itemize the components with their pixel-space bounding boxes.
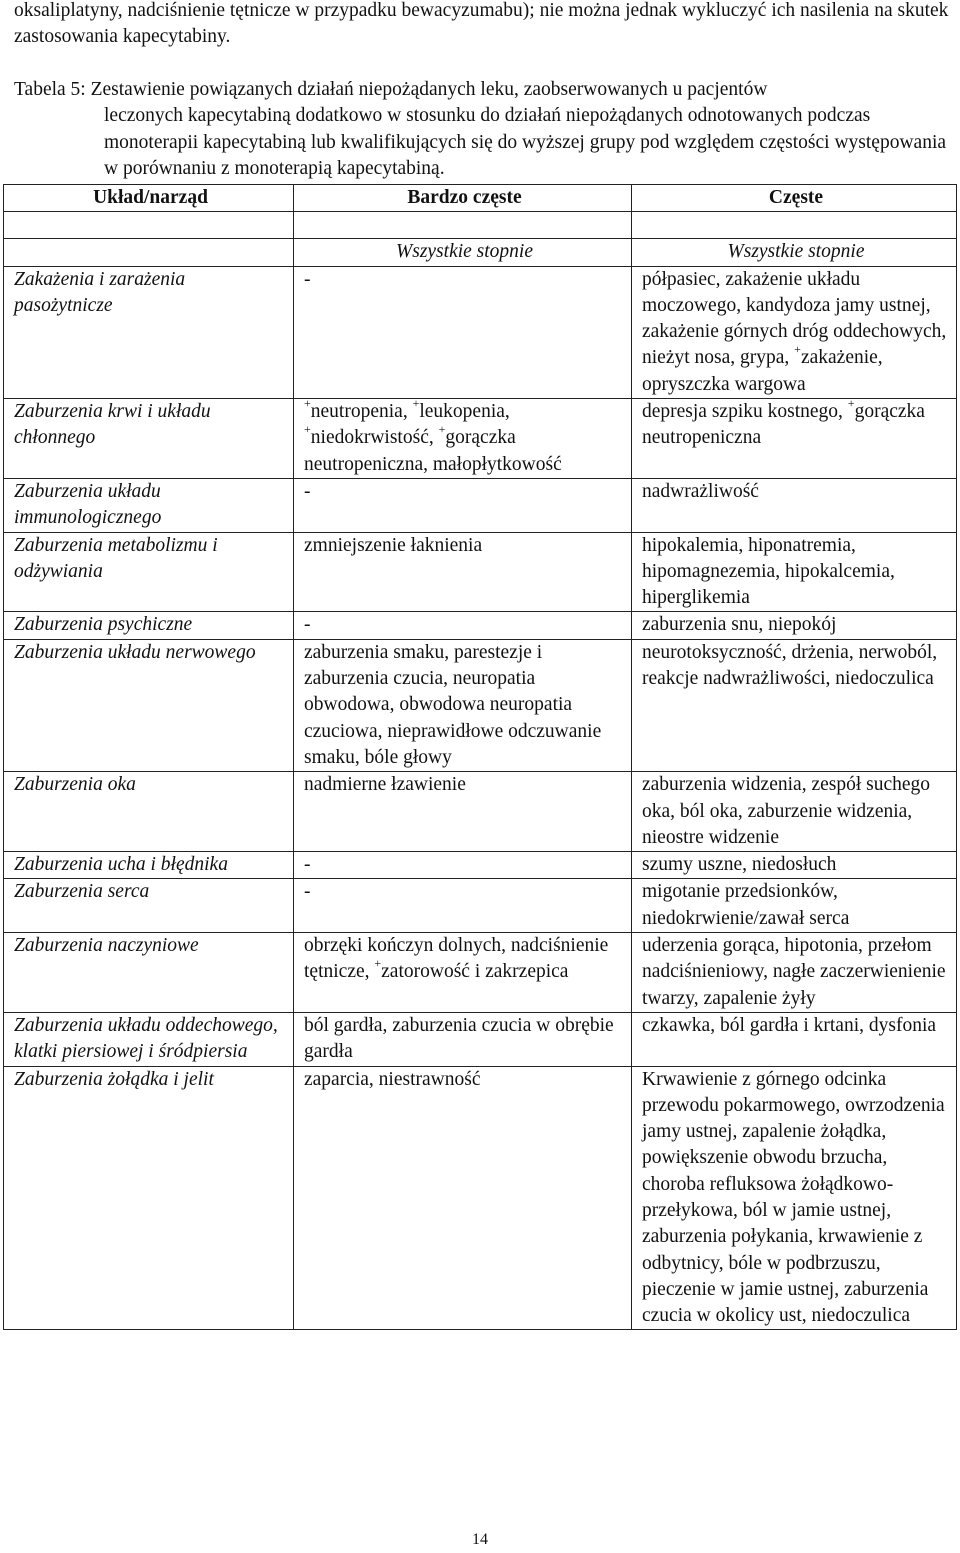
header-organ: Układ/narząd	[4, 185, 294, 212]
cell-text: -	[304, 854, 311, 876]
very-common-cell	[294, 478, 632, 532]
intro-paragraph: oksaliplatyny, nadciśnienie tętnicze w przypadku bewacyzumabu); nie można jednak wykluczyć ich nasilenia na skutek zastosowania kapecytabiny.	[14, 0, 949, 48]
organ-cell: Zaburzenia ucha i błędnika	[4, 852, 294, 879]
common-cell	[632, 266, 957, 398]
organ-cell: Zakażenia i zarażenia pasożytnicze	[4, 266, 294, 398]
table-row	[4, 612, 957, 639]
cell-text: obrzęki kończyn dolnych, nadciśnienie tętnicze,	[304, 935, 609, 983]
very-common-cell	[294, 852, 632, 879]
cell-text: zaburzenia smaku, parestezje i zaburzenia czucia, neuropatia obwodowa, obwodowa neuropatia czuciowa, nieprawidłowe odczuwanie smaku, bóle głowy	[304, 641, 602, 768]
table-spacer-row	[4, 212, 957, 239]
header-very-common: Bardzo częste	[294, 185, 632, 212]
cell-text: zakażenie, opryszczka wargowa	[642, 347, 883, 395]
organ-cell: Zaburzenia krwi i układu chłonnego	[4, 399, 294, 479]
superscript-marker: +	[304, 395, 311, 410]
cell-text: gorączka neutropeniczna, małopłytkowość	[304, 427, 562, 475]
table-row	[4, 879, 957, 933]
very-common-cell	[294, 1066, 632, 1330]
superscript-marker: +	[412, 395, 420, 410]
table-row	[4, 852, 957, 879]
common-cell	[632, 478, 957, 532]
subheader-common: Wszystkie stopnie	[632, 239, 957, 266]
cell-text: uderzenia gorąca, hipotonia, przełom nadciśnieniowy, nagłe zaczerwienienie twarzy, zapalenie żyły	[642, 935, 946, 1009]
table-row	[4, 772, 957, 852]
common-cell	[632, 639, 957, 771]
cell-text: -	[304, 268, 311, 290]
common-cell	[632, 772, 957, 852]
table-row	[4, 399, 957, 479]
header-common: Częste	[632, 185, 957, 212]
cell-text: szumy uszne, niedosłuch	[642, 854, 837, 876]
cell-text: zatorowość i zakrzepica	[381, 961, 569, 983]
cell-text: gorączka neutropeniczna	[642, 401, 925, 449]
organ-cell: Zaburzenia metabolizmu i odżywiania	[4, 532, 294, 612]
page-number: 14	[472, 1531, 488, 1548]
table-row	[4, 1012, 957, 1066]
organ-cell: Zaburzenia serca	[4, 879, 294, 933]
superscript-marker: +	[374, 955, 382, 970]
common-cell	[632, 933, 957, 1013]
cell-text: migotanie przedsionków, niedokrwienie/zawał serca	[642, 881, 850, 929]
organ-cell: Zaburzenia układu oddechowego, klatki piersiowej i śródpiersia	[4, 1012, 294, 1066]
organ-cell: Zaburzenia układu nerwowego	[4, 639, 294, 771]
common-cell	[632, 1012, 957, 1066]
table-row	[4, 266, 957, 398]
cell-text: zaparcia, niestrawność	[304, 1068, 481, 1090]
table-header-row	[4, 185, 957, 212]
adverse-reactions-table	[3, 184, 957, 1330]
cell-text: niedokrwistość,	[310, 427, 439, 449]
table-caption	[14, 77, 949, 182]
cell-text: neurotoksyczność, drżenia, nerwoból, reakcje nadwrażliwości, niedoczulica	[642, 641, 938, 690]
table-row	[4, 639, 957, 771]
organ-cell: Zaburzenia układu immunologicznego	[4, 478, 294, 532]
superscript-marker: +	[438, 421, 446, 436]
cell-text: leukopenia,	[419, 401, 510, 423]
common-cell	[632, 532, 957, 612]
table-row	[4, 532, 957, 612]
cell-text: neutropenia,	[310, 401, 413, 423]
common-cell	[632, 612, 957, 639]
organ-cell: Zaburzenia psychiczne	[4, 612, 294, 639]
cell-text: depresja szpiku kostnego,	[642, 401, 848, 423]
cell-text: hipokalemia, hiponatremia, hipomagnezemia, hipokalcemia, hiperglikemia	[642, 534, 895, 609]
caption-label: Tabela 5:	[14, 79, 86, 100]
very-common-cell	[294, 612, 632, 639]
very-common-cell	[294, 1012, 632, 1066]
cell-text: czkawka, ból gardła i krtani, dysfonia	[642, 1014, 937, 1036]
cell-text: -	[304, 480, 311, 502]
superscript-marker: +	[304, 421, 311, 436]
common-cell	[632, 852, 957, 879]
organ-cell: Zaburzenia oka	[4, 772, 294, 852]
caption-continuation: leczonych kapecytabiną dodatkowo w stosunku do działań niepożądanych odnotowanych podczas monoterapii kapecytabiną lub kwalifikujących się do wyższej grupy pod względem częstości występowania w porównaniu z monoterapią kapecytabiną.	[104, 105, 947, 179]
superscript-marker: +	[847, 395, 855, 410]
table-row	[4, 478, 957, 532]
very-common-cell	[294, 395, 632, 479]
cell-text: -	[304, 881, 311, 903]
very-common-cell	[294, 639, 632, 771]
table-subheader-row	[4, 239, 957, 266]
very-common-cell	[294, 933, 632, 1013]
caption-text: Zestawienie powiązanych działań niepożądanych leku, zaobserwowanych u pacjentów	[90, 79, 768, 100]
subheader-organ	[4, 239, 294, 266]
cell-text: -	[304, 614, 311, 636]
very-common-cell	[294, 532, 632, 612]
subheader-very-common: Wszystkie stopnie	[294, 239, 632, 266]
table-row	[4, 1066, 957, 1330]
common-cell	[632, 1066, 957, 1330]
table-row	[4, 933, 957, 1013]
very-common-cell	[294, 879, 632, 933]
organ-cell: Zaburzenia żołądka i jelit	[4, 1066, 294, 1330]
cell-text: półpasiec, zakażenie układu moczowego, kandydoza jamy ustnej, zakażenie górnych dróg oddechowych, nieżyt nosa, grypa,	[642, 268, 947, 369]
organ-cell: Zaburzenia naczyniowe	[4, 933, 294, 1013]
cell-text: zaburzenia widzenia, zespół suchego oka, ból oka, zaburzenie widzenia, nieostre widzenie	[642, 774, 931, 848]
cell-text: Krwawienie z górnego odcinka przewodu pokarmowego, owrzodzenia jamy ustnej, zapalenie żołądka, powiększenie obwodu brzucha, choroba refluksowa żołądkowo-przełykowa, ból w jamie ustnej, zaburzenia połykania, krwawienie z odbytnicy, bóle w podbrzuszu, pieczenie w jamie ustnej, zaburzenia czucia w okolicy ust, niedoczulica	[642, 1068, 945, 1327]
cell-text: zaburzenia snu, niepokój	[642, 614, 837, 636]
cell-text: nadmierne łzawienie	[304, 774, 466, 796]
very-common-cell	[294, 772, 632, 852]
cell-text: zmniejszenie łaknienia	[304, 534, 483, 556]
table-body	[4, 266, 957, 1330]
cell-text: ból gardła, zaburzenia czucia w obrębie gardła	[304, 1014, 614, 1063]
cell-text: nadwrażliwość	[642, 480, 759, 502]
superscript-marker: +	[794, 341, 801, 356]
common-cell	[632, 395, 957, 479]
very-common-cell	[294, 266, 632, 398]
common-cell	[632, 879, 957, 933]
